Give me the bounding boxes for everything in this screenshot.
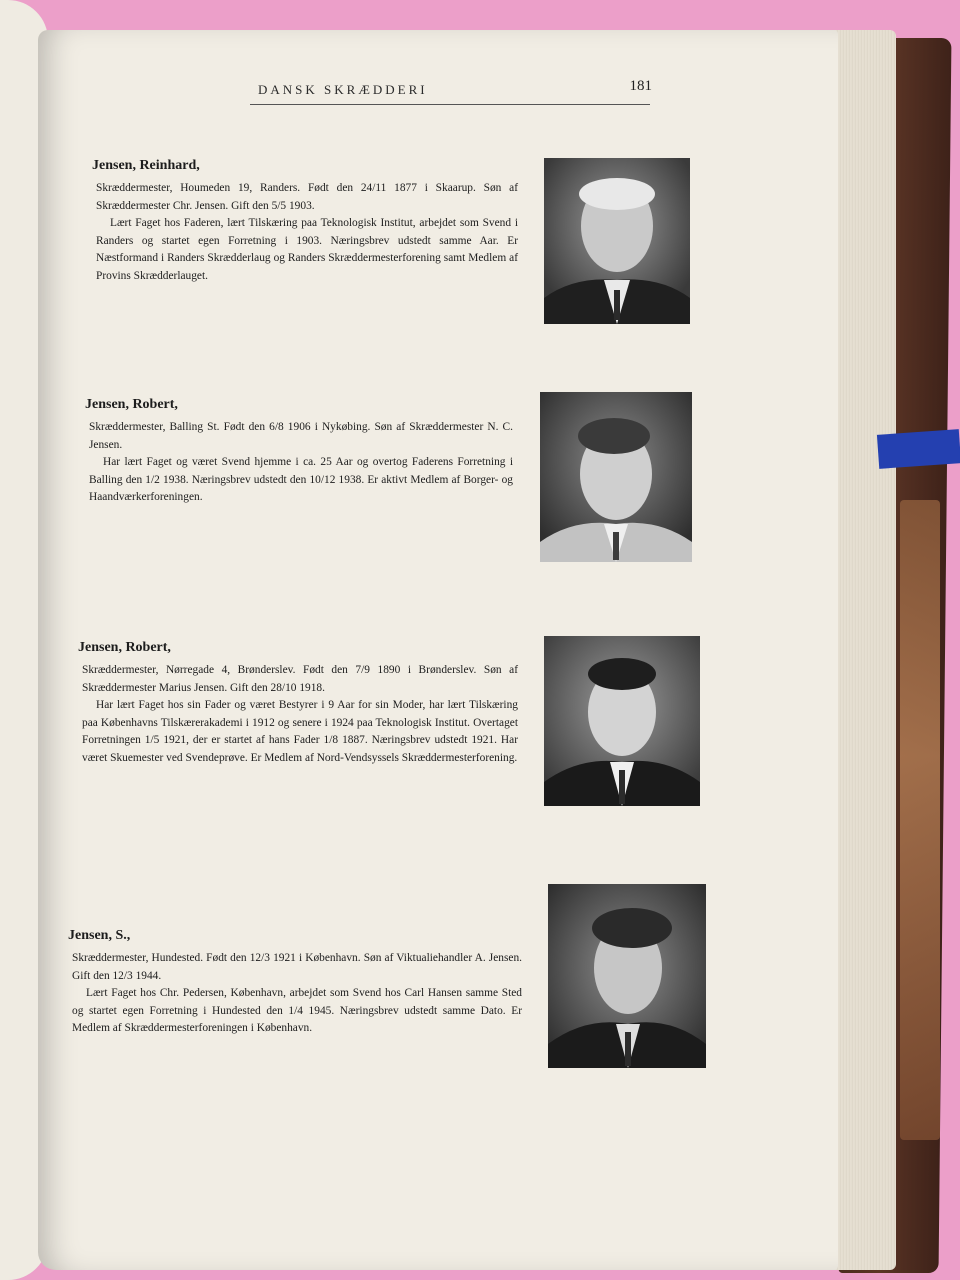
portrait-photo-s-jensen (548, 884, 706, 1068)
entry-paragraph: Skræddermester, Nørregade 4, Brønderslev. Født den 7/9 1890 i Brønderslev. Søn af Skræddermester Marius Jensen. Gift den 28/10 1918. (82, 664, 518, 694)
entry-name: Jensen, S., (68, 928, 131, 943)
entry-paragraph: Har lært Faget og været Svend hjemme i ca. 25 Aar og overtog Faderens Forretning i Balling den 1/2 1938. Næringsbrev udstedt den 10/12 1938. Er aktivt Medlem af Borger- og Haandværkerforeningen. (89, 456, 513, 504)
worn-spine (900, 500, 940, 1140)
portrait-photo-robert-balling (540, 392, 692, 562)
entry-jensen-robert-bronderslev (78, 640, 518, 768)
entry-jensen-robert-balling (85, 397, 513, 507)
entry-paragraph: Skræddermester, Hundested. Født den 12/3 1921 i København. Søn af Viktualiehandler A. Jensen. Gift den 12/3 1944. (72, 952, 522, 982)
entry-paragraph: Lært Faget hos Chr. Pedersen, København, arbejdet som Svend hos Carl Hansen samme Sted og startet egen Forretning i Hundested den 1/4 1945. Næringsbrev udstedt samme Dato. Er Medlem af Skræddermesterforeningen i København. (72, 987, 522, 1035)
entry-name: Jensen, Robert, (85, 397, 178, 412)
portrait-photo-robert-bronderslev (544, 636, 700, 806)
entry-paragraph: Skræddermester, Balling St. Født den 6/8 1906 i Nykøbing. Søn af Skræddermester N. C. Jensen. (89, 421, 513, 451)
page-number: 181 (629, 78, 652, 94)
running-title: DANSK SKRÆDDERI (258, 82, 428, 97)
entry-paragraph: Skræddermester, Houmeden 19, Randers. Født den 24/11 1877 i Skaarup. Søn af Skræddermester Chr. Jensen. Gift den 5/5 1903. (96, 182, 518, 212)
entry-jensen-s (68, 928, 522, 1038)
running-header (250, 78, 650, 105)
entry-jensen-reinhard (92, 158, 518, 286)
entry-name: Jensen, Reinhard, (92, 158, 200, 173)
bookmark-ribbon (877, 429, 960, 469)
entry-paragraph: Har lært Faget hos sin Fader og været Bestyrer i 9 Aar for sin Moder, har lært Tilskæring paa Københavns Tilskærerakademi i 1912 og senere i 1924 paa Teknologisk Institut. Overtaget Forretningen 1/5 1921, der er startet af hans Fader 1/8 1887. Næringsbrev udstedt 1921. Har været Skuemester ved Svendeprøve. Er Medlem af Nord-Vendsyssels Skræddermesterforening. (82, 699, 518, 764)
entry-paragraph: Lært Faget hos Faderen, lært Tilskæring paa Teknologisk Institut, arbejdet som Svend i Randers og startet egen Forretning i 1903. Næringsbrev udstedt samme Aar. Er Næstformand i Randers Skrædderlaug og Randers Skræddermesterforening samt Medlem af Provins Skrædderlauget. (96, 217, 518, 282)
entry-name: Jensen, Robert, (78, 640, 171, 655)
portrait-photo-reinhard (544, 158, 690, 324)
